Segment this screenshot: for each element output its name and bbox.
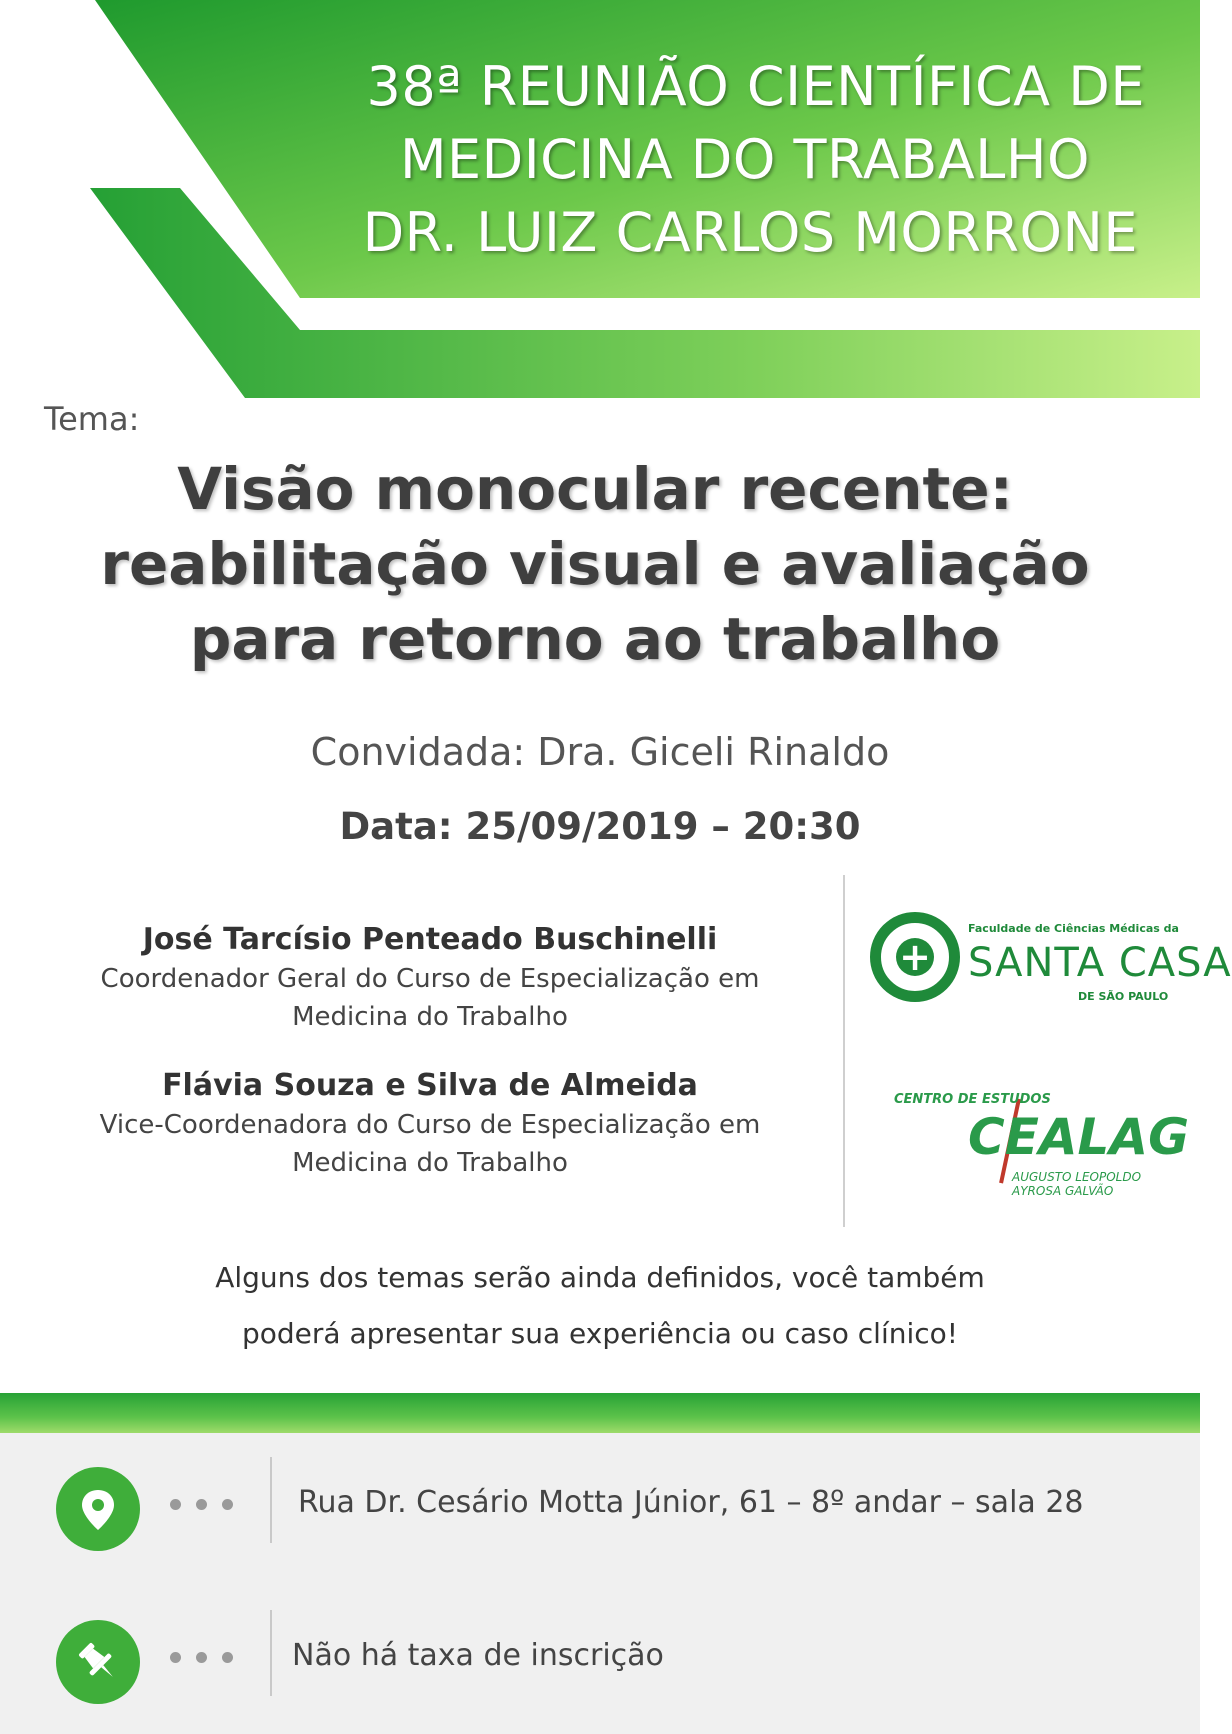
location-pin-icon [56,1467,140,1551]
coordinator-name: José Tarcísio Penteado Buschinelli [142,922,718,957]
note-text [0,1250,1200,1362]
address-row [0,1455,1200,1565]
guest-speaker: Convidada: Dra. Giceli Rinaldo [310,730,890,774]
green-separator-bar [0,1393,1200,1433]
vertical-divider [843,875,845,1227]
cealag-sub-line-2: AYROSA GALVÃO [1012,1184,1114,1198]
event-date: Data: 25/09/2019 – 20:30 [339,805,861,848]
dots-icon [170,1495,248,1514]
row-divider [270,1610,272,1696]
footer [0,1433,1200,1734]
santa-casa-faculty: Faculdade de Ciências Médicas da [968,922,1179,935]
row-divider [270,1457,272,1543]
event-title-line-3: DR. LUIZ CARLOS MORRONE [362,201,1138,264]
fee-row [0,1608,1200,1718]
coordinator-role: Medicina do Trabalho [292,1148,568,1178]
santa-casa-logo [868,910,1232,1010]
theme-title-line-1: Visão monocular recente: [177,455,1013,523]
coordinator-name: Flávia Souza e Silva de Almeida [162,1068,698,1103]
cross-icon: + [896,938,934,976]
santa-casa-city: DE SÃO PAULO [1078,990,1169,1003]
cealag-top-text: CENTRO DE ESTUDOS [894,1092,1051,1107]
cealag-logo [890,1088,1190,1198]
theme-label: Tema: [44,400,140,438]
fee-text: Não há taxa de inscrição [292,1638,664,1673]
pushpin-icon [56,1620,140,1704]
coordinator-1 [60,920,800,1036]
address-text: Rua Dr. Cesário Motta Júnior, 61 – 8º andar – sala 28 [298,1485,1084,1520]
theme-title-line-3: para retorno ao trabalho [189,605,1001,673]
dots-icon [170,1648,248,1667]
event-title-line-2: MEDICINA DO TRABALHO [399,128,1090,191]
theme-title-line-2: reabilitação visual e avaliação [100,530,1090,598]
coordinator-role: Vice-Coordenadora do Curso de Especialização em [99,1110,761,1140]
coordinator-role: Medicina do Trabalho [292,1002,568,1032]
cealag-name: CEALAG [968,1108,1190,1166]
coordinator-2 [60,1066,800,1182]
event-title-line-1: 38ª REUNIÃO CIENTÍFICA DE [366,55,1145,118]
santa-casa-name: SANTA CASA [968,940,1232,986]
coordinator-role: Coordenador Geral do Curso de Especialização em [100,964,760,994]
note-line-2: poderá apresentar sua experiência ou caso clínico! [241,1317,958,1350]
cealag-sub-line-1: AUGUSTO LEOPOLDO [1012,1170,1142,1184]
note-line-1: Alguns dos temas serão ainda definidos, você também [215,1261,985,1294]
coordinators-section [60,920,800,1212]
